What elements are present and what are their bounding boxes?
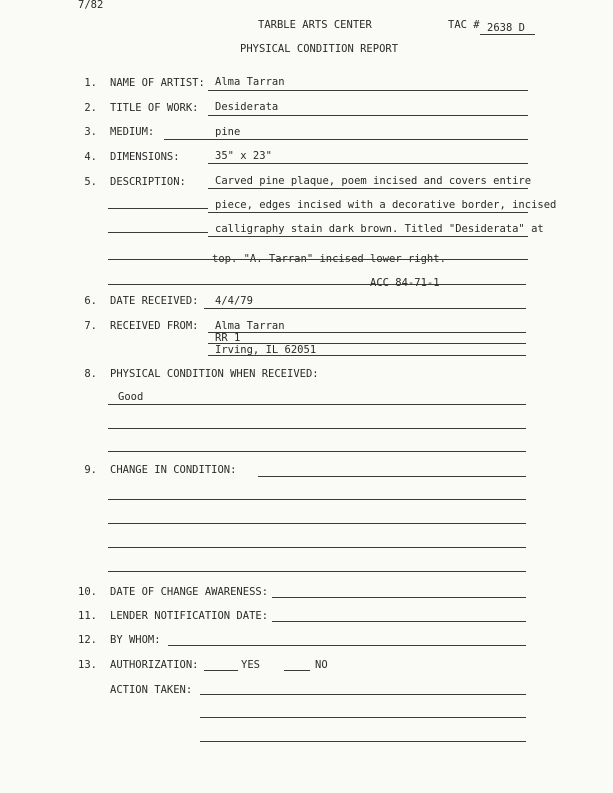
authorization-label: AUTHORIZATION: xyxy=(110,659,199,671)
yes-option: YES xyxy=(241,659,260,671)
field-number: 2. xyxy=(84,102,97,114)
received-from-line: Alma Tarran xyxy=(215,320,285,332)
change-line xyxy=(108,571,526,572)
description-underline-left xyxy=(108,232,208,233)
date-received-label: DATE RECEIVED: xyxy=(110,295,199,307)
change-condition-underline xyxy=(258,476,526,477)
change-line xyxy=(108,499,526,500)
received-from-line: Irving, IL 62051 xyxy=(215,344,317,356)
field-number: 3. xyxy=(84,126,97,138)
field-number: 7. xyxy=(84,320,97,332)
description-line: piece, edges incised with a decorative border, incised xyxy=(215,199,557,211)
description-underline-left xyxy=(108,208,208,209)
received-from-underline xyxy=(208,355,526,356)
change-line xyxy=(108,523,526,524)
field-number: 5. xyxy=(84,176,97,188)
medium-underline xyxy=(208,139,528,140)
acc-underline xyxy=(108,284,526,285)
received-from-underline xyxy=(208,332,526,333)
change-awareness-label: DATE OF CHANGE AWARENESS: xyxy=(110,586,269,598)
artist-value: Alma Tarran xyxy=(215,76,285,88)
by-whom-label: BY WHOM: xyxy=(110,634,161,646)
medium-value: pine xyxy=(215,126,241,138)
by-whom-underline xyxy=(168,645,526,646)
description-line: top. "A. Tarran" incised lower right. xyxy=(212,253,446,265)
action-taken-underline xyxy=(200,694,526,695)
field-number: 12. xyxy=(78,634,97,646)
change-awareness-underline xyxy=(272,597,526,598)
description-underline xyxy=(208,188,528,189)
date-received-value: 4/4/79 xyxy=(215,295,253,307)
description-line: calligraphy stain dark brown. Titled "Desiderata" at xyxy=(215,223,544,235)
received-from-label: RECEIVED FROM: xyxy=(110,320,199,332)
field-number: 1. xyxy=(84,77,97,89)
dimensions-label: DIMENSIONS: xyxy=(110,151,180,163)
action-taken-label: ACTION TAKEN: xyxy=(110,684,193,696)
condition-received-value: Good xyxy=(118,391,144,403)
no-blank xyxy=(284,670,310,671)
title-underline xyxy=(208,115,528,116)
condition-line xyxy=(108,404,526,405)
condition-line xyxy=(108,428,526,429)
artist-label: NAME OF ARTIST: xyxy=(110,77,205,89)
action-line xyxy=(200,717,526,718)
field-number: 6. xyxy=(84,295,97,307)
description-underline xyxy=(208,212,528,213)
medium-underline-left xyxy=(164,139,208,140)
field-number: 8. xyxy=(84,368,97,380)
no-option: NO xyxy=(315,659,328,671)
field-number: 10. xyxy=(78,586,97,598)
condition-line xyxy=(108,451,526,452)
acc-number: ACC 84-71-1 xyxy=(370,277,440,289)
medium-label: MEDIUM: xyxy=(110,126,155,138)
description-label: DESCRIPTION: xyxy=(110,176,186,188)
change-condition-label: CHANGE IN CONDITION: xyxy=(110,464,237,476)
field-number: 9. xyxy=(84,464,97,476)
field-number: 13. xyxy=(78,659,97,671)
action-line xyxy=(200,741,526,742)
field-number: 4. xyxy=(84,151,97,163)
lender-notification-label: LENDER NOTIFICATION DATE: xyxy=(110,610,269,622)
change-line xyxy=(108,547,526,548)
title-value: Desiderata xyxy=(215,101,279,113)
tac-number: 2638 D xyxy=(487,22,525,34)
tac-label: TAC # xyxy=(448,19,480,31)
date-mark: 7/82 xyxy=(78,0,104,11)
received-from-line: RR 1 xyxy=(215,332,241,344)
artist-underline xyxy=(208,90,528,91)
description-underline xyxy=(208,236,528,237)
dimensions-underline xyxy=(208,163,528,164)
tac-underline xyxy=(480,34,535,35)
org-name: TARBLE ARTS CENTER xyxy=(258,19,372,31)
lender-notification-underline xyxy=(272,621,526,622)
report-title: PHYSICAL CONDITION REPORT xyxy=(240,43,399,55)
description-underline xyxy=(208,259,528,260)
field-number: 11. xyxy=(78,610,97,622)
yes-blank xyxy=(204,670,238,671)
description-underline-left xyxy=(108,259,208,260)
date-received-underline xyxy=(204,308,526,309)
dimensions-value: 35" x 23" xyxy=(215,150,272,162)
title-label: TITLE OF WORK: xyxy=(110,102,199,114)
condition-received-label: PHYSICAL CONDITION WHEN RECEIVED: xyxy=(110,368,319,380)
description-line: Carved pine plaque, poem incised and covers entire xyxy=(215,175,532,187)
